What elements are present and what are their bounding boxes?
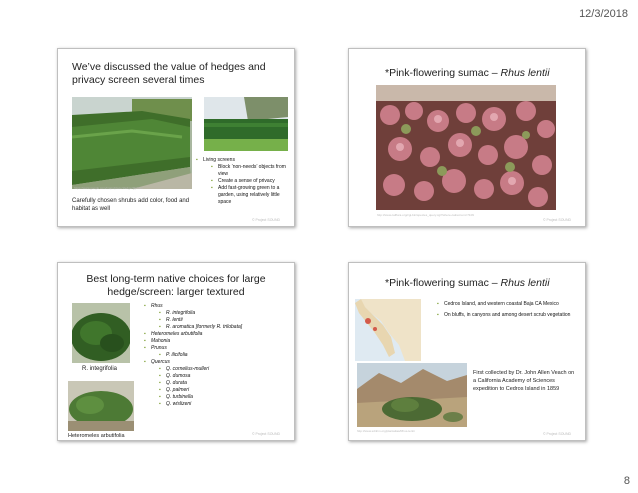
sub-bullet: ▪ P. ilicifolia xyxy=(159,352,284,359)
hedge-photo-left xyxy=(72,97,192,189)
photo-credit: http://www.sdnhm.org/plantatlas/Rhus-lentii xyxy=(357,429,415,433)
slide-native-choices xyxy=(57,262,295,441)
sub-bullet: ▪ Q. wislizeni xyxy=(159,401,284,408)
living-screens-bullets xyxy=(196,157,288,206)
slide-title: *Pink-flowering sumac – Rhus lentii xyxy=(385,67,550,79)
baja-range-map xyxy=(355,299,421,361)
rhus-lentii-photo xyxy=(376,85,556,210)
sub-bullet: ▪ Q. palmeri xyxy=(159,387,284,394)
collection-note: First collected by Dr. John Allen Veach on a California Academy of Sciences expedition to Cedros Island in 1859 xyxy=(473,370,575,392)
sub-bullet: ▪ Q. dumosa xyxy=(159,373,284,380)
slide-hedges xyxy=(57,48,295,227)
bullet-item: ▪ Mahonia xyxy=(144,338,284,345)
page-number: 8 xyxy=(623,475,630,487)
photo-credit: http://www.calflora.org/cgi-bin/species_query.cgi?where-calrecnum=7109 xyxy=(377,213,474,217)
sub-bullet: ▪ Create a sense of privacy xyxy=(211,178,288,185)
range-bullets xyxy=(437,301,577,319)
slide-title: *Pink-flowering sumac – Rhus lentii xyxy=(385,277,550,289)
native-choices-bullets xyxy=(144,303,284,408)
bullet-item: ▪ Heteromeles arbutifolia xyxy=(144,331,284,338)
photo-caption: Heteromeles arbutifolia xyxy=(68,433,125,439)
sub-bullet: ▪ R. integrifolia xyxy=(159,310,284,317)
sub-bullet: ▪ Add fast-growing green to a garden, using relatively little space xyxy=(211,185,288,206)
bullet-item: ▪ Rhus ▪ R. integrifolia ▪ R. lentii ▪ R. aromatica [formerly R. trilobata] xyxy=(144,303,284,331)
photo-caption: R. integrifolia xyxy=(82,366,118,372)
sub-bullet: ▪ Q. durata xyxy=(159,380,284,387)
sub-bullet: ▪ Block ‘non-needs’ objects from view xyxy=(211,164,288,178)
sub-bullet: ▪ Q. cornelius-mulleri xyxy=(159,366,284,373)
sub-bullet: ▪ R. lentii xyxy=(159,317,284,324)
bullet-item: ▪ Cedros Island, and western coastal Baja CA Mexico xyxy=(437,301,577,308)
slide-pink-sumac xyxy=(348,48,586,227)
bullet-item: ▪ On bluffs, in canyons and among desert scrub vegetation xyxy=(437,312,577,319)
habitat-photo xyxy=(357,363,467,427)
hedge-photo-right xyxy=(204,97,288,151)
slide-footer: © Project SOUND xyxy=(542,432,571,436)
slide-footer: © Project SOUND xyxy=(542,218,571,222)
rhus-integrifolia-photo xyxy=(72,303,130,363)
photo-credit: https://www.google.com/maps/place/Hedge/@photo xyxy=(74,186,143,190)
slide-caption: Carefully chosen shrubs add color, food and habitat as well xyxy=(72,198,190,212)
sub-bullet: ▪ Q. turbinella xyxy=(159,394,284,401)
bullet-item: ▪ Prunus ▪ P. ilicifolia xyxy=(144,345,284,359)
print-date: 12/3/2018 xyxy=(579,8,628,20)
slide-title: Best long-term native choices for large hedge/screen: larger textured xyxy=(86,273,266,298)
slide-footer: © Project SOUND xyxy=(251,218,280,222)
slide-title: We’ve discussed the value of hedges and privacy screen several times xyxy=(72,61,266,86)
slide-pink-sumac-range xyxy=(348,262,586,441)
bullet-item: ▪ Living screens ▪ Block ‘non-needs’ objects from view ▪ Create a sense of privacy ▪ Add fast-growing green to a garden, using relatively little space xyxy=(196,157,288,206)
sub-bullet: ▪ R. aromatica [formerly R. trilobata] xyxy=(159,324,284,331)
bullet-item: ▪ Quercus ▪ Q. cornelius-mulleri ▪ Q. dumosa ▪ Q. durata ▪ Q. palmeri ▪ Q. turbinella ▪ Q. wislizeni xyxy=(144,359,284,408)
slide-footer: © Project SOUND xyxy=(251,432,280,436)
heteromeles-photo xyxy=(68,381,134,431)
